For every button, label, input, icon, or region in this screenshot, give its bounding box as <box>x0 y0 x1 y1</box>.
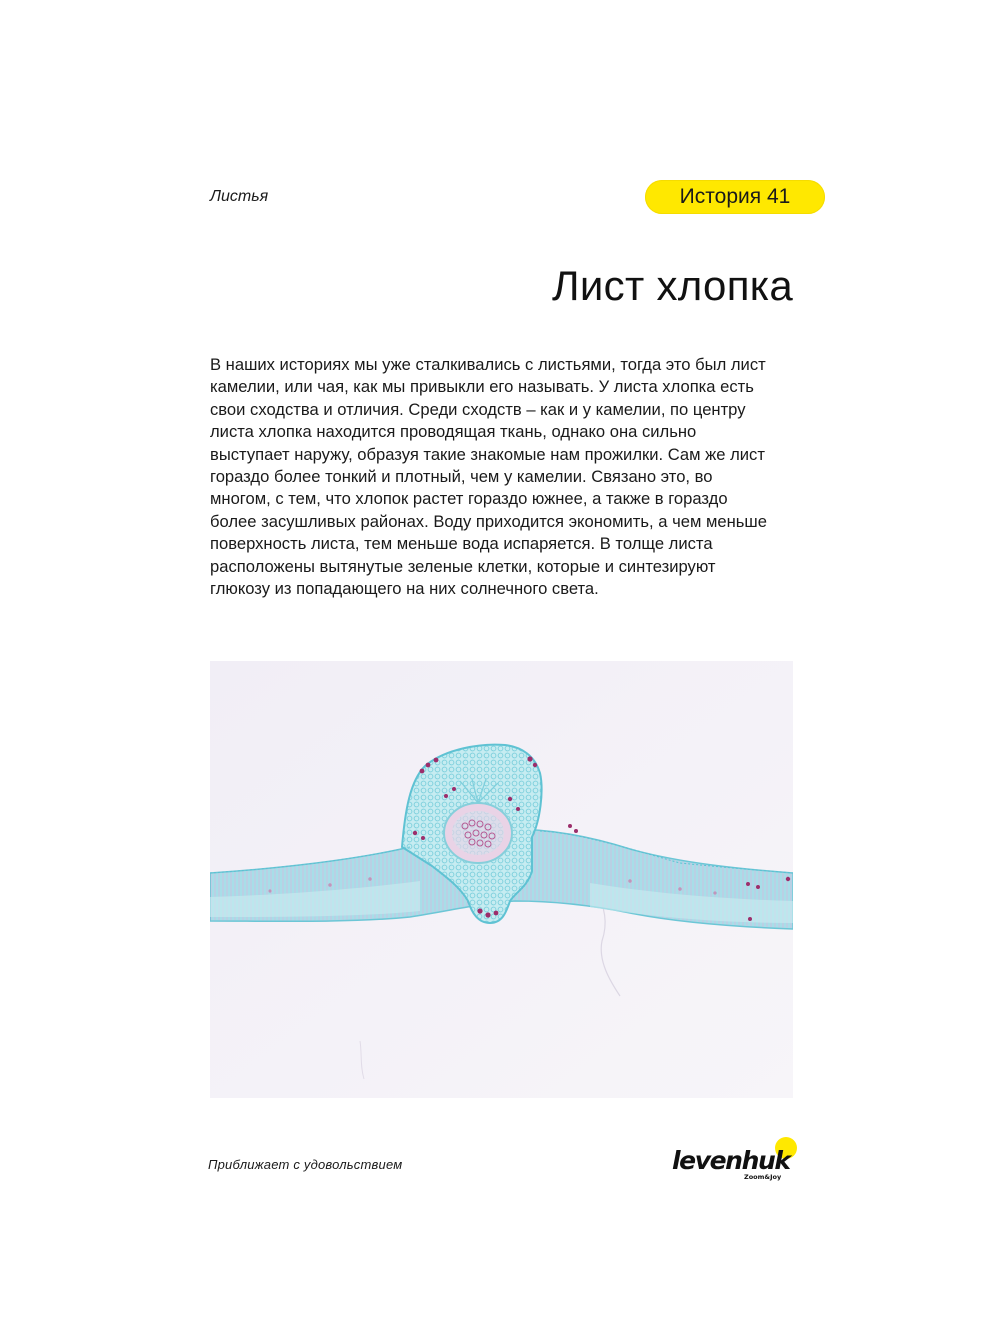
body-line: расположены вытянутые зеленые клетки, которые и синтезируют <box>210 556 716 576</box>
footer-tagline: Приближает с удовольствием <box>208 1157 403 1172</box>
body-paragraph <box>210 354 800 600</box>
story-number-badge <box>645 180 825 214</box>
body-line: глюкозу из попадающего на них солнечного света. <box>210 579 599 599</box>
body-line: листа хлопка находится проводящая ткань, однако она сильно <box>210 422 697 442</box>
body-line: камелии, или чая, как мы привыкли его называть. У листа хлопка есть <box>210 377 754 397</box>
brand-logo: levenhuk <box>672 1146 790 1175</box>
body-line: гораздо более тонкий и плотный, чем у камелии. Связано это, во <box>210 467 713 487</box>
story-number-label: История 41 <box>679 185 791 208</box>
body-line: свои сходства и отличия. Среди сходств – как и у камелии, по центру <box>210 399 746 419</box>
section-label: Листья <box>210 188 269 205</box>
body-line: В наших историях мы уже сталкивались с листьями, тогда это был лист <box>210 355 766 374</box>
body-line: выступает наружу, образуя такие знакомые нам прожилки. Сам же лист <box>210 444 765 464</box>
micrograph-leaf-cross-section-icon <box>210 661 793 1098</box>
body-line: поверхность листа, тем меньше вода испаряется. В толще листа <box>210 534 713 554</box>
body-line: более засушливых районах. Воду приходится экономить, а чем меньше <box>210 511 767 531</box>
micrograph-figure <box>210 661 793 1098</box>
body-line: многом, с тем, что хлопок растет гораздо южнее, а также в гораздо <box>210 489 728 509</box>
page-title: Лист хлопка <box>552 262 793 309</box>
brand-logo-subtitle: Zoom&Joy <box>744 1173 782 1181</box>
